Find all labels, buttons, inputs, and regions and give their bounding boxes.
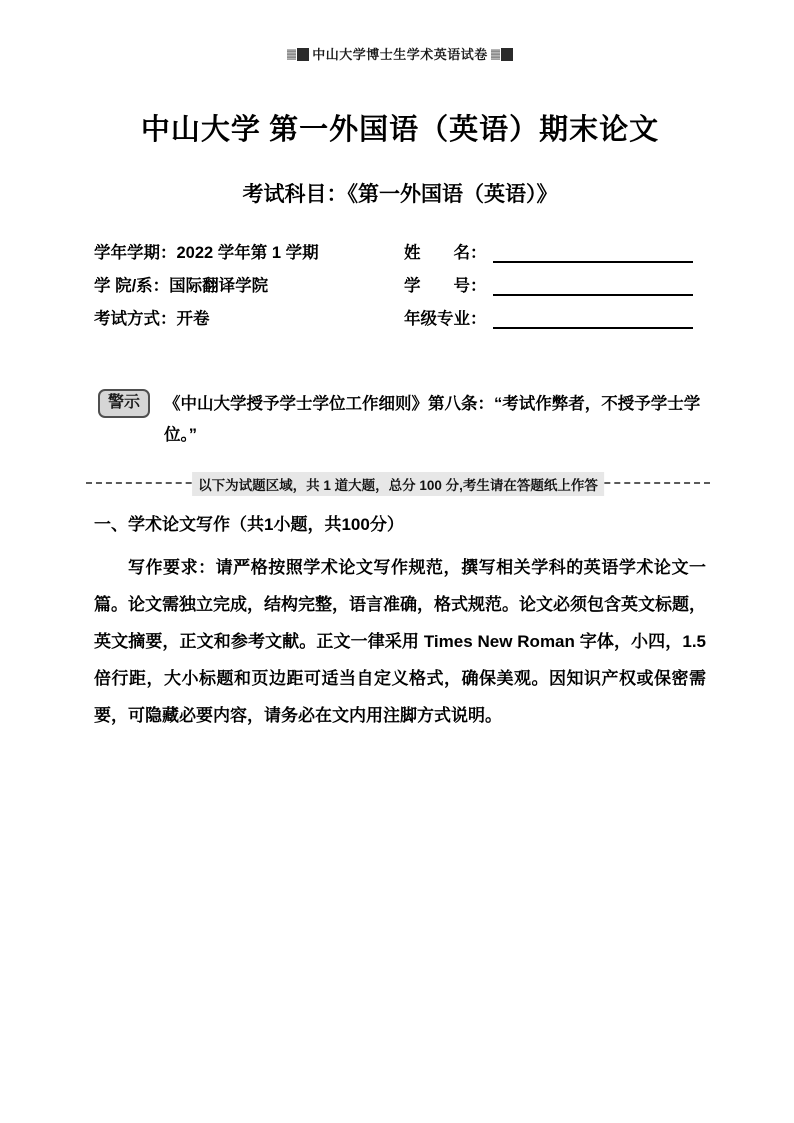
grade-major-blank-line	[493, 311, 693, 329]
divider-label: 以下为试题区域，共 1 道大题，总分 100 分,考生请在答题纸上作答	[192, 472, 604, 496]
form-row-name	[404, 234, 706, 267]
semester-label: 学年学期：	[94, 244, 177, 262]
form-row-exam-mode	[94, 300, 404, 333]
name-blank-line	[493, 245, 693, 263]
running-header	[94, 44, 706, 63]
exam-mode-value: 开卷	[176, 310, 210, 328]
exam-subject-subtitle: 考试科目：《第一外国语（英语）》	[242, 182, 558, 206]
warning-text: 《中山大学授予学士学位工作细则》第八条：“考试作弊者，不授予学士学位。”	[164, 395, 701, 444]
form-right-column	[404, 234, 706, 333]
form-row-student-id	[404, 267, 706, 300]
form-left-column	[94, 234, 404, 333]
essay-requirements-paragraph: 写作要求：请严格按照学术论文写作规范，撰写相关学科的英语学术论文一篇。论文需独立完成，结构完整，语言准确，格式规范。论文必须包含英文标题，英文摘要，正文和参考文献。正文一律采用 Times New Roman 字体，小四，1.5 倍行距，大小标题和页边距可适当自定义格式，确保美观。因知识产权或保密需要，可隐藏必要内容，请务必在文内用注脚方式说明。	[94, 558, 706, 725]
deco-blocks-left-icon	[287, 46, 309, 61]
form-row-semester	[94, 234, 404, 267]
exam-mode-label: 考试方式：	[94, 310, 177, 328]
question-area-divider	[86, 472, 710, 494]
school-value: 国际翻译学院	[169, 277, 269, 295]
section-heading: 一、学术论文写作（共1小题，共100分）	[94, 515, 404, 534]
grade-major-label: 年级专业：	[404, 310, 487, 328]
exam-info-form	[94, 234, 706, 333]
school-label: 学 院/系：	[94, 277, 170, 295]
name-label: 姓 名：	[404, 244, 487, 262]
warning-notice	[94, 389, 706, 451]
form-row-grade-major	[404, 300, 706, 333]
student-id-label: 学 号：	[404, 277, 487, 295]
warning-badge: 警示	[98, 389, 150, 418]
deco-blocks-right-icon	[491, 46, 513, 61]
running-header-text: 中山大学博士生学术英语试卷	[312, 47, 488, 62]
semester-value: 2022 学年第 1 学期	[176, 244, 319, 262]
page-title: 中山大学 第一外国语（英语）期末论文	[140, 114, 660, 146]
form-row-school	[94, 267, 404, 300]
student-id-blank-line	[493, 278, 693, 296]
